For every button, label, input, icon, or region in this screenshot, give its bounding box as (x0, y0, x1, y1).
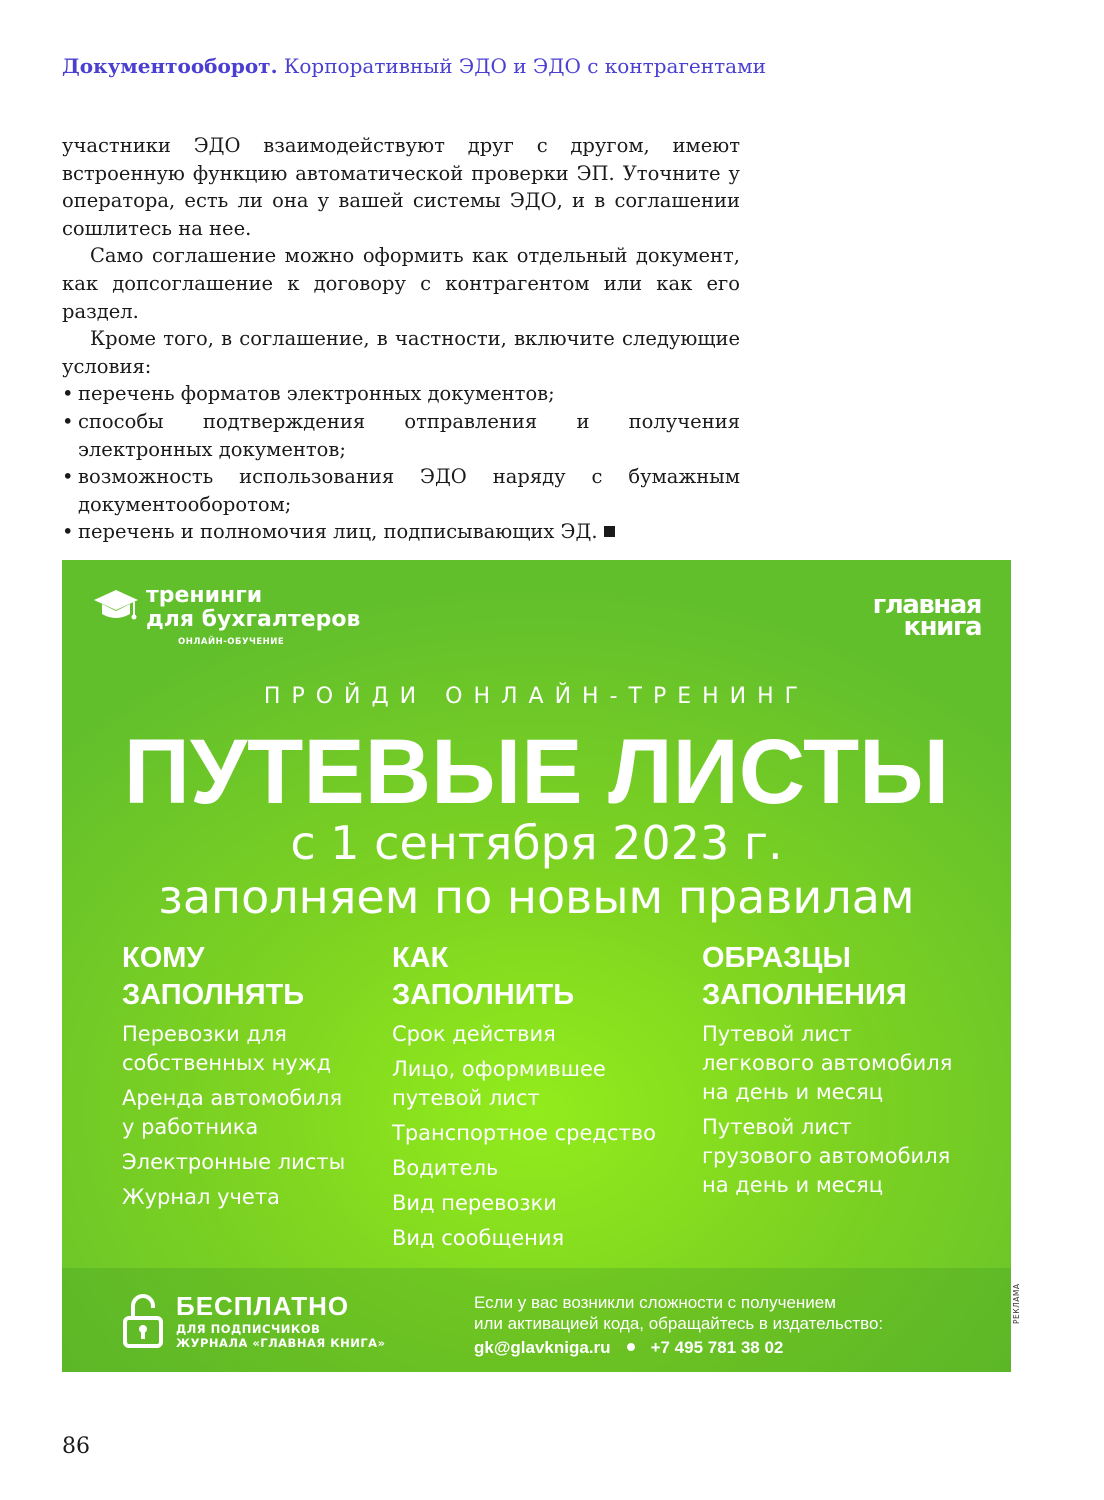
logo-word-2: книга (903, 612, 981, 642)
list-item: • способы подтверждения отправления и получения электронных документов; (62, 408, 740, 463)
logo-line-2: для бухгалтеров (146, 607, 361, 632)
ad-subheadline-date: с 1 сентября 2023 г. (290, 816, 783, 870)
running-head (62, 54, 766, 78)
ad-eyebrow: ПРОЙДИ ОНЛАЙН-ТРЕНИНГ (263, 684, 810, 709)
logo-subtitle: ОНЛАЙН-ОБУЧЕНИЕ (178, 637, 285, 647)
ad-footer (62, 1268, 1011, 1372)
column-heading: КОМУ ЗАПОЛНЯТЬ (122, 942, 305, 1011)
list-item: Вид перевозки (392, 1191, 557, 1215)
contact-info: Если у вас возникли сложности с получением или активацией кода, обращайтесь в издательство: gk@glavkniga.ru +7 495 781 38 02 (474, 1293, 884, 1357)
list-item: Журнал учета (122, 1185, 280, 1209)
column-heading: ОБРАЗЦЫ ЗАПОЛНЕНИЯ (702, 942, 907, 1011)
list-item: • перечень форматов электронных документов; (62, 380, 740, 408)
list-item: Вид сообщения (392, 1226, 565, 1250)
bullet-list (62, 380, 740, 546)
paragraph: участники ЭДО взаимодействуют друг с другом, имеют встроенную функцию автоматической проверки ЭП. Уточните у оператора, есть ли она у вашей системы ЭДО, и в соглашении сошлитесь на нее. (62, 134, 740, 240)
ad-headline: ПУТЕВЫЕ ЛИСТЫ (123, 721, 950, 823)
free-title: БЕСПЛАТНО (176, 1291, 350, 1321)
list-item: Лицо, оформившее путевой лист (392, 1057, 606, 1110)
list-item: Аренда автомобиля у работника (122, 1086, 343, 1139)
paragraph: Само соглашение можно оформить как отдельный документ, как допсоглашение к договору с контрагентом или как его раздел. (62, 244, 740, 323)
advertisement-banner[interactable] (62, 560, 1011, 1372)
section-name: Документооборот. (62, 54, 278, 78)
free-subtitle: ДЛЯ ПОДПИСЧИКОВ ЖУРНАЛА «ГЛАВНАЯ КНИГА» (176, 1322, 386, 1350)
separator-dot (627, 1343, 635, 1351)
logo-line-1: тренинги (146, 583, 263, 608)
column-how-to-fill (392, 940, 692, 1259)
list-item: Путевой лист грузового автомобиля на день и месяц (702, 1115, 951, 1197)
paragraph: Кроме того, в соглашение, в частности, включите следующие условия: (62, 327, 740, 378)
end-of-article-icon (604, 526, 615, 537)
email-link[interactable]: gk@glavkniga.ru (474, 1338, 611, 1357)
section-title: Корпоративный ЭДО и ЭДО с контрагентами (283, 54, 766, 78)
list-item: Путевой лист легкового автомобиля на день и месяц (702, 1022, 953, 1104)
list-item: Перевозки для собственных нужд (122, 1022, 332, 1075)
advertisement-label: РЕКЛАМА (1012, 1283, 1021, 1324)
column-samples (702, 940, 992, 1206)
list-item: Транспортное средство (392, 1121, 656, 1145)
graduation-cap-icon (92, 586, 140, 626)
logo-word-1: главная (872, 590, 981, 620)
list-item: Срок действия (392, 1022, 556, 1046)
glavnaya-kniga-logo (831, 590, 981, 642)
column-heading: КАК ЗАПОЛНИТЬ (392, 942, 575, 1011)
page-number: 86 (62, 1434, 90, 1459)
lock-icon (122, 1290, 164, 1350)
phone-link[interactable]: +7 495 781 38 02 (650, 1338, 784, 1357)
list-item: • перечень и полномочия лиц, подписывающих ЭД. (62, 518, 740, 546)
list-item: • возможность использования ЭДО наряду с бумажным документооборотом; (62, 463, 740, 518)
list-item: Водитель (392, 1156, 499, 1180)
ad-subheadline-rules: заполняем по новым правилам (158, 870, 915, 924)
column-who-fills (122, 940, 382, 1218)
article-body (62, 132, 740, 546)
list-item: Электронные листы (122, 1150, 346, 1174)
